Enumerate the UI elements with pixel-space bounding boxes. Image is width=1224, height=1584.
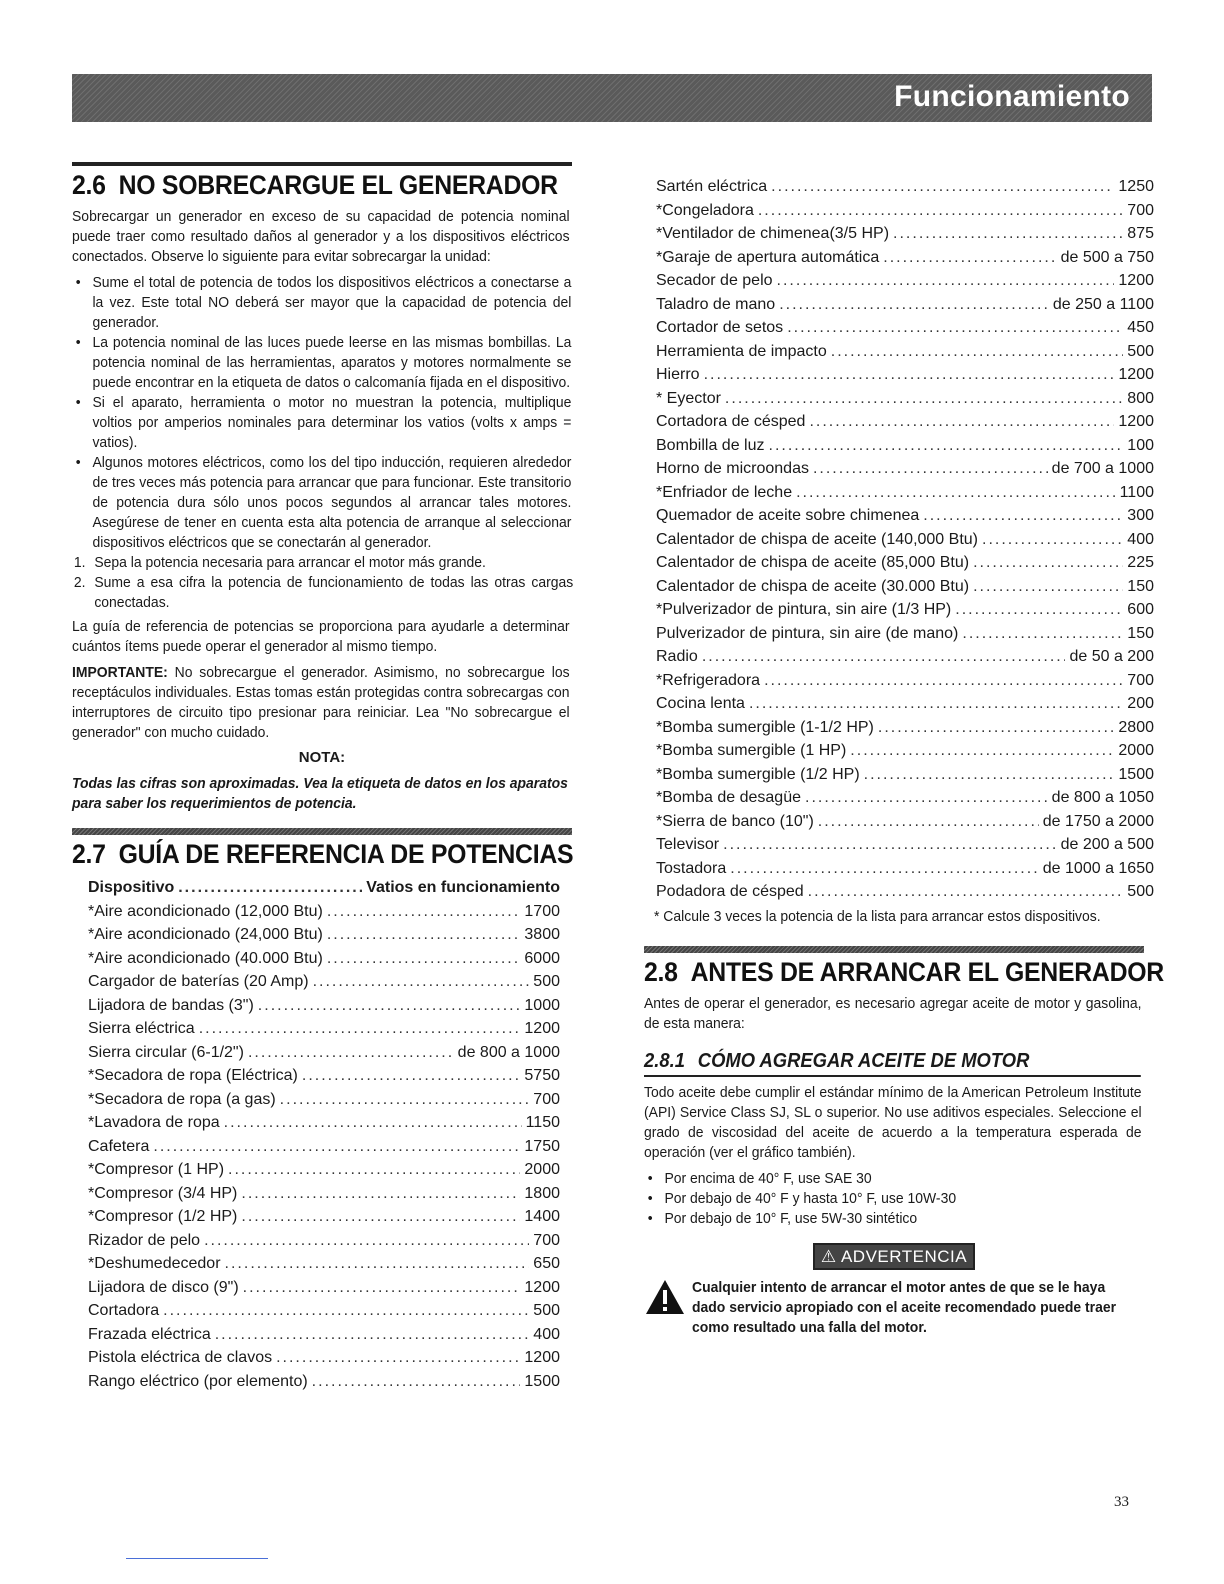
leader-dots: [327, 947, 521, 971]
table-row: [656, 293, 1154, 317]
table-row: [656, 810, 1154, 834]
leader-dots: [327, 923, 521, 947]
table-row: [656, 340, 1154, 364]
leader-dots: [327, 900, 521, 924]
watts-value: de 800 a 1000: [457, 1043, 560, 1061]
nota-title: NOTA:: [298, 749, 346, 766]
device-name: *Deshumedecedor: [88, 1255, 221, 1272]
table-row: [88, 1158, 560, 1182]
device-name: Secador de pelo: [656, 272, 773, 289]
table-row: [656, 410, 1154, 434]
table-row: [88, 947, 560, 971]
s281-text: Todo aceite debe cumplir el estándar mínimo de la American Petroleum Institute (API) Service Class SJ, SL o superior. No use aditivos especiales. Seleccione el grado de viscosidad del aceite de acuerdo a la temperatura esperada de operación (ver el gráfico también).: [644, 1083, 1142, 1161]
list-item: • Si el aparato, herramienta o motor no muestran la potencia, multiplique voltios por amperios nominales para determinar los vatios (volts x amps = vatios).: [72, 393, 571, 453]
device-name: Frazada eléctrica: [88, 1325, 211, 1343]
table-row: [656, 246, 1154, 270]
col-watts-header: Vatios en funcionamiento: [366, 879, 560, 896]
table-row: [656, 457, 1154, 481]
device-name: *Aire acondicionado (12,000 Btu): [88, 902, 323, 920]
wattage-table-left: [88, 876, 560, 1393]
section-2-8-heading: 2.8 ANTES DE ARRANCAR EL GENERADOR: [644, 956, 1164, 987]
watts-value: 600: [1127, 601, 1154, 618]
table-row: [88, 1346, 560, 1370]
table-row: [656, 622, 1154, 646]
leader-dots: [883, 246, 1056, 270]
warning-body: [644, 1278, 1144, 1338]
table-row: [88, 1299, 560, 1323]
watts-value: 1200: [524, 1349, 560, 1366]
watts-value: 1750: [524, 1137, 560, 1155]
warning-triangle-icon: [644, 1278, 686, 1316]
watts-value: 800: [1127, 389, 1154, 407]
table-row: [656, 269, 1154, 293]
leader-dots: [850, 739, 1114, 763]
leader-dots: [769, 434, 1124, 458]
section-2-7-heading: 2.7 GUÍA DE REFERENCIA DE POTENCIAS: [72, 839, 574, 869]
device-name: *Bomba sumergible (1/2 HP): [656, 765, 860, 783]
step-number: 2.: [73, 574, 86, 591]
table-row: [656, 763, 1154, 787]
oil-grade-list: [644, 1169, 1144, 1229]
leader-dots: [704, 363, 1115, 387]
leader-dots: [204, 1229, 529, 1253]
device-name: Calentador de chispa de aceite (140,000 Btu): [656, 530, 978, 548]
subsection-2-8-1-heading: 2.8.1 CÓMO AGREGAR ACEITE DE MOTOR: [644, 1050, 1141, 1077]
leader-dots: [808, 880, 1124, 904]
table-row: [656, 857, 1154, 881]
leader-dots: [764, 669, 1123, 693]
table-row: [88, 900, 560, 924]
watts-value: 500: [533, 1302, 560, 1319]
list-item: • Por debajo de 10° F, use 5W-30 sintético: [644, 1209, 1143, 1229]
device-name: *Aire acondicionado (24,000 Btu): [88, 926, 323, 943]
s26-importante: IMPORTANTE: No sobrecargue el generador. Asimismo, no sobrecargue los receptáculos individuales. Estas tomas están protegidas contra sobrecargas con interruptores de circuito tipo presionar para reiniciar. Lea "No sobrecargue el generador" con mucho cuidado.: [72, 664, 570, 741]
watts-value: 500: [1127, 883, 1154, 900]
device-name: *Secadora de ropa (Eléctrica): [88, 1067, 298, 1084]
page-number: 33: [1114, 1494, 1129, 1510]
leader-dots: [813, 457, 1048, 481]
table-row: [88, 1088, 560, 1112]
table-row: [656, 363, 1154, 387]
leader-dots: [248, 1041, 454, 1065]
leader-dots: [302, 1064, 521, 1088]
table-row: [656, 716, 1154, 740]
watts-value: 400: [533, 1325, 560, 1343]
leader-dots: [228, 1158, 520, 1182]
watts-value: de 50 a 200: [1069, 648, 1154, 665]
watts-value: 225: [1127, 554, 1154, 571]
watts-value: 875: [1127, 225, 1154, 242]
leader-dots: [243, 1276, 521, 1300]
table-row: [656, 786, 1154, 810]
leader-dots: [973, 551, 1123, 575]
device-name: Sartén eléctrica: [656, 178, 768, 195]
device-name: Lijadora de disco (9"): [88, 1278, 239, 1296]
device-name: Sierra eléctrica: [88, 1020, 195, 1037]
table-row: [656, 551, 1154, 575]
device-name: *Sierra de banco (10"): [656, 812, 814, 830]
table-row: [656, 434, 1154, 458]
watts-value: 2800: [1118, 718, 1154, 736]
watts-value: de 200 a 500: [1060, 836, 1154, 853]
table-row: [88, 1252, 560, 1276]
device-name: Rango eléctrico (por elemento): [88, 1372, 308, 1390]
leader-dots: [312, 1370, 521, 1394]
leader-dots: [771, 175, 1114, 199]
watts-value: 1200: [524, 1020, 560, 1037]
table-row: [88, 1323, 560, 1347]
device-name: *Lavadora de ropa: [88, 1114, 220, 1131]
col-device-header: Dispositivo: [88, 879, 175, 896]
leader-dots: [258, 994, 521, 1018]
leader-dots: [805, 786, 1048, 810]
device-name: Horno de microondas: [656, 460, 809, 477]
leader-dots: [818, 810, 1039, 834]
device-name: Radio: [656, 648, 698, 665]
leader-dots: [702, 645, 1066, 669]
table-row: [88, 1017, 560, 1041]
list-item: • Algunos motores eléctricos, como los del tipo inducción, requieren alrededor de tres veces más potencia para arrancar que para funcionar. Este transitorio de potencia dura sólo unos pocos segundos al arrancar tales motores. Asegúrese de tener en cuenta esta alta potencia de arranque al seleccionar dispositivos eléctricos que se conectarán al generador.: [72, 453, 571, 553]
warning-label: ⚠ ADVERTENCIA: [813, 1243, 975, 1270]
watts-value: 700: [1127, 201, 1154, 219]
s26-intro: Sobrecargar un generador en exceso de su capacidad de potencia nominal puede traer como resultado daños al generador y a los dispositivos eléctricos conectados. Observe lo siguiente para evitar sobrecargar la unidad:: [72, 208, 570, 265]
device-name: *Bomba sumergible (1 HP): [656, 742, 847, 759]
leader-dots: [241, 1182, 520, 1206]
leader-dots: [779, 293, 1049, 317]
table-row: [656, 575, 1154, 599]
device-name: Lijadora de bandas (3"): [88, 996, 254, 1014]
footer-line: [126, 1558, 268, 1559]
section-rule: [72, 162, 572, 166]
s28-intro: Antes de operar el generador, es necesario agregar aceite de motor y gasolina, de esta manera:: [644, 994, 1142, 1032]
device-name: *Refrigeradora: [656, 671, 761, 689]
watts-value: 700: [533, 1090, 560, 1108]
table-row: [656, 833, 1154, 857]
watts-value: 400: [1127, 530, 1154, 548]
device-name: Bombilla de luz: [656, 436, 765, 454]
watts-value: 1700: [524, 902, 560, 920]
leader-dots: [153, 1135, 520, 1159]
leader-dots: [199, 1017, 521, 1041]
step-text: Sume a esa cifra la potencia de funcionamiento de todas las otras cargas conectadas.: [94, 574, 574, 611]
device-name: Cortador de setos: [656, 319, 784, 336]
table-row: [656, 669, 1154, 693]
table-row: [88, 1135, 560, 1159]
leader-dots: [864, 763, 1115, 787]
device-name: *Garaje de apertura automática: [656, 248, 880, 266]
section-2-6-heading: 2.6 NO SOBRECARGUE EL GENERADOR: [72, 170, 558, 200]
leader-dots: [723, 833, 1056, 857]
leader-dots: [878, 716, 1115, 740]
watts-value: 1100: [1119, 483, 1154, 501]
device-name: *Congeladora: [656, 201, 754, 219]
device-name: Tostadora: [656, 859, 727, 877]
leader-dots: [276, 1346, 520, 1370]
watts-value: 150: [1127, 577, 1154, 595]
table-row: [656, 880, 1154, 904]
device-name: *Bomba de desagüe: [656, 789, 801, 806]
leader-dots: [787, 316, 1123, 340]
table-row: [88, 923, 560, 947]
wattage-table-right: [656, 175, 1154, 904]
table-row: [88, 1370, 560, 1394]
leader-dots: [730, 857, 1039, 881]
device-name: Podadora de césped: [656, 883, 804, 900]
watts-value: 1150: [525, 1114, 560, 1131]
watts-value: 1200: [524, 1278, 560, 1296]
watts-value: de 800 a 1050: [1051, 789, 1154, 806]
warning-text: Cualquier intento de arrancar el motor antes de que se le haya dado servicio apropiado con el aceite recomendado puede traer como resultado una falla del motor.: [692, 1278, 1117, 1336]
list-item: • Por debajo de 40° F y hasta 10° F, use 10W-30: [644, 1189, 1143, 1209]
table-header-row: [88, 876, 560, 900]
table-row: [88, 1182, 560, 1206]
device-name: Sierra circular (6-1/2"): [88, 1043, 244, 1061]
leader-dots: [982, 528, 1123, 552]
watts-value: 1200: [1118, 272, 1154, 289]
device-name: Cocina lenta: [656, 695, 745, 712]
table-row: [88, 1064, 560, 1088]
device-name: Cortadora: [88, 1302, 160, 1319]
leader-dots: [962, 622, 1123, 646]
leader-dots: [313, 970, 530, 994]
watts-value: 300: [1127, 507, 1154, 524]
leader-dots: [893, 222, 1123, 246]
table-row: [656, 199, 1154, 223]
leader-dots: [241, 1205, 520, 1229]
leader-dots: [215, 1323, 530, 1347]
table-row: [88, 1276, 560, 1300]
right-column: [644, 171, 1164, 1338]
table-row: [656, 481, 1154, 505]
leader-dots: [831, 340, 1124, 364]
device-name: Cafetera: [88, 1137, 150, 1155]
table-row: [656, 316, 1154, 340]
leader-dots: [758, 199, 1123, 223]
device-name: *Compresor (3/4 HP): [88, 1184, 238, 1202]
section-banner: [72, 74, 1152, 122]
watts-value: 2000: [1118, 742, 1154, 759]
device-name: Cortadora de césped: [656, 413, 806, 430]
table-row: [88, 1111, 560, 1135]
leader-dots: [224, 1111, 522, 1135]
watts-value: 3800: [524, 926, 560, 943]
device-name: *Secadora de ropa (a gas): [88, 1090, 276, 1108]
section-rule: [644, 946, 1144, 953]
device-name: *Bomba sumergible (1-1/2 HP): [656, 718, 874, 736]
watts-value: 5750: [524, 1067, 560, 1084]
device-name: Calentador de chispa de aceite (85,000 Btu): [656, 554, 970, 571]
watts-value: 1400: [524, 1208, 560, 1225]
s26-step-list: [72, 553, 572, 613]
device-name: Cargador de baterías (20 Amp): [88, 973, 309, 990]
watts-value: 100: [1127, 436, 1154, 454]
table-footnote: * Calcule 3 veces la potencia de la lista para arrancar estos dispositivos.: [654, 907, 1101, 925]
watts-value: de 700 a 1000: [1051, 460, 1154, 477]
list-item: • Por encima de 40° F, use SAE 30: [644, 1169, 1143, 1189]
device-name: Quemador de aceite sobre chimenea: [656, 507, 920, 524]
table-row: [656, 222, 1154, 246]
device-name: Pulverizador de pintura, sin aire (de mano): [656, 624, 959, 642]
watts-value: de 1000 a 1650: [1042, 859, 1154, 877]
step-text: Sepa la potencia necesaria para arrancar el motor más grande.: [94, 554, 486, 571]
watts-value: 1800: [524, 1184, 560, 1202]
watts-value: 200: [1127, 695, 1154, 712]
watts-value: 700: [1127, 671, 1154, 689]
watts-value: 450: [1127, 319, 1154, 336]
watts-value: 1200: [1118, 413, 1154, 430]
watts-value: 1250: [1118, 178, 1154, 195]
table-row: [656, 528, 1154, 552]
watts-value: 1500: [524, 1372, 560, 1390]
leader-dots: [777, 269, 1115, 293]
table-row: [656, 598, 1154, 622]
watts-value: 650: [533, 1255, 560, 1272]
table-row: [656, 387, 1154, 411]
device-name: * Eyector: [656, 389, 721, 407]
device-name: Taladro de mano: [656, 295, 776, 313]
table-row: [656, 504, 1154, 528]
leader-dots: [923, 504, 1123, 528]
watts-value: 500: [533, 973, 560, 990]
watts-value: de 250 a 1100: [1052, 295, 1154, 313]
device-name: *Compresor (1/2 HP): [88, 1208, 238, 1225]
left-column: [72, 162, 572, 1393]
list-item: • La potencia nominal de las luces puede leerse en las mismas bombillas. La potencia nominal de las herramientas, aparatos y motores normalmente se puede encontrar en la etiqueta de datos o calcomanía fijada en el dispositivo.: [72, 333, 571, 393]
leader-dots: [955, 598, 1123, 622]
table-row: [656, 692, 1154, 716]
device-name: *Enfriador de leche: [656, 483, 793, 501]
device-name: Herramienta de impacto: [656, 342, 827, 360]
device-name: Calentador de chispa de aceite (30.000 Btu): [656, 577, 970, 595]
watts-value: 1000: [524, 996, 560, 1014]
table-row: [88, 970, 560, 994]
table-row: [88, 994, 560, 1018]
device-name: Pistola eléctrica de clavos: [88, 1349, 273, 1366]
watts-value: 1500: [1118, 765, 1154, 783]
table-row: [656, 645, 1154, 669]
leader-dots: [796, 481, 1116, 505]
list-item: • Sume el total de potencia de todos los dispositivos eléctricos a conectarse a la vez. Este total NO deberá ser mayor que la capacidad de potencia del generador.: [72, 273, 571, 333]
watts-value: 500: [1127, 342, 1154, 360]
leader-dots: [725, 387, 1123, 411]
device-name: Televisor: [656, 836, 720, 853]
leader-dots: [973, 575, 1123, 599]
leader-dots: [749, 692, 1123, 716]
table-row: [88, 1229, 560, 1253]
watts-value: 150: [1127, 624, 1154, 642]
s26-guide-text: La guía de referencia de potencias se proporciona para ayudarle a determinar cuántos ítems puede operar el generador al mismo tiempo.: [72, 618, 570, 655]
section-rule: [72, 828, 572, 835]
nota-text: Todas las cifras son aproximadas. Vea la etiqueta de datos en los aparatos para saber los requerimientos de potencia.: [72, 775, 568, 812]
warning-box: [644, 1243, 1144, 1270]
s26-bullet-list: [72, 273, 572, 553]
leader-dots: [225, 1252, 530, 1276]
step-item: [72, 553, 573, 573]
step-item: [72, 573, 573, 613]
device-name: *Ventilador de chimenea(3/5 HP): [656, 225, 890, 242]
banner-title: Funcionamiento: [894, 80, 1130, 113]
step-number: 1.: [73, 554, 86, 571]
watts-value: 1200: [1118, 366, 1154, 383]
leader-dots: [280, 1088, 530, 1112]
watts-value: de 500 a 750: [1060, 248, 1154, 266]
device-name: *Compresor (1 HP): [88, 1161, 225, 1178]
leader-dots: [163, 1299, 529, 1323]
watts-value: de 1750 a 2000: [1042, 812, 1154, 830]
leader-dots: [809, 410, 1114, 434]
device-name: *Pulverizador de pintura, sin aire (1/3 HP): [656, 601, 952, 618]
table-row: [88, 1041, 560, 1065]
table-row: [656, 739, 1154, 763]
watts-value: 6000: [524, 949, 560, 967]
table-row: [88, 1205, 560, 1229]
device-name: *Aire acondicionado (40.000 Btu): [88, 949, 323, 967]
device-name: Hierro: [656, 366, 700, 383]
table-row: [656, 175, 1154, 199]
watts-value: 2000: [524, 1161, 560, 1178]
watts-value: 700: [533, 1231, 560, 1249]
device-name: Rizador de pelo: [88, 1231, 201, 1249]
